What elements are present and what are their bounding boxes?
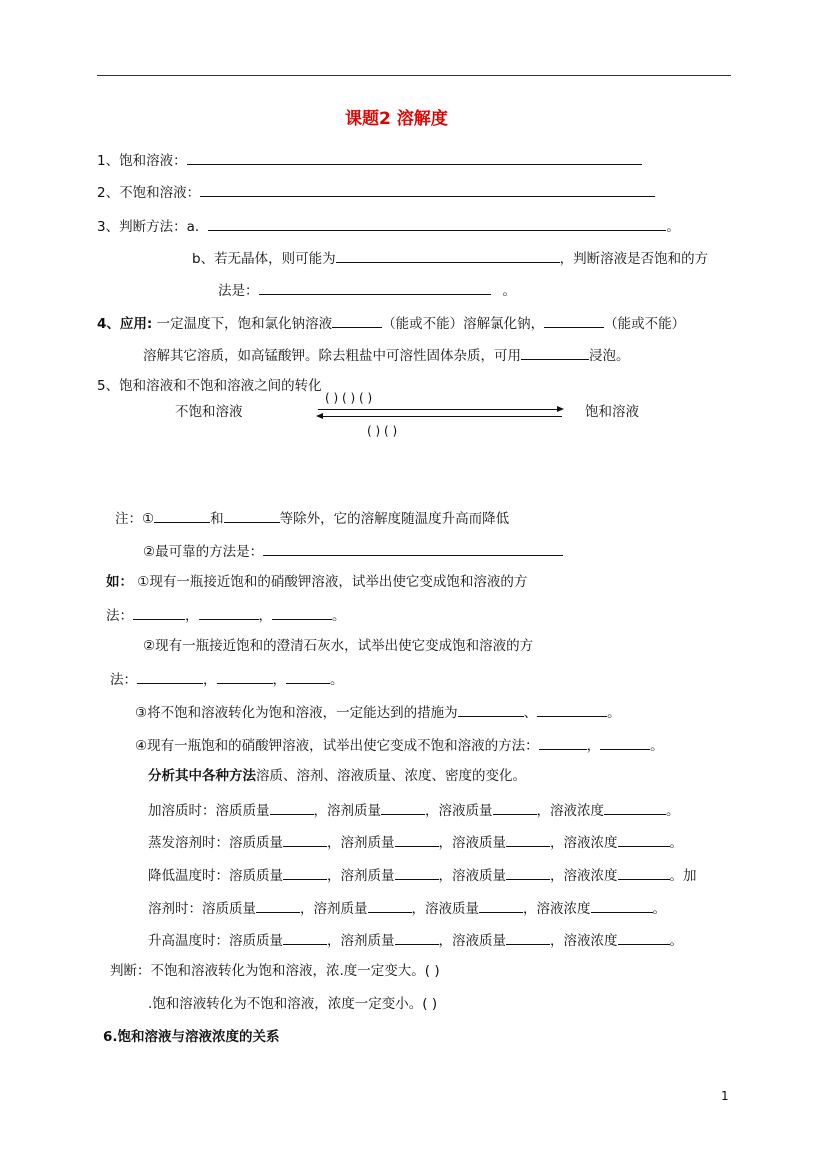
- blank-r4-solute[interactable]: [256, 898, 300, 913]
- punctuation: 。: [650, 738, 664, 754]
- question-3b-tail: ，判断溶液是否饱和的方: [559, 251, 709, 267]
- question-3b-line2: [218, 280, 516, 300]
- blank-r4-concentration[interactable]: [591, 898, 653, 913]
- question-4-line2-text: 溶解其它溶质，如高锰酸钾。除去粗盐中可溶性固体杂质，可用: [143, 348, 521, 364]
- punctuation: ，: [586, 738, 601, 754]
- note-1-and: 和: [210, 511, 224, 527]
- row-label: 蒸发溶剂时：: [148, 835, 229, 851]
- note-2: [143, 541, 563, 561]
- row-solvent-mass: ，溶剂质量: [327, 835, 395, 851]
- row-solute-mass: 溶质质量: [229, 868, 283, 884]
- blank-unsaturated-definition[interactable]: [200, 182, 655, 197]
- blank-r2-solvent[interactable]: [395, 832, 439, 847]
- punctuation: ，: [258, 608, 272, 624]
- question-6: 6.饱和溶液与溶液浓度的关系: [103, 1029, 280, 1045]
- example-1: [106, 573, 527, 591]
- punctuation: 。: [607, 705, 621, 721]
- row-label: 升高温度时：: [148, 933, 229, 949]
- analysis-row-heat: [148, 930, 683, 950]
- question-5: 5、饱和溶液和不饱和溶液之间的转化: [97, 378, 322, 394]
- question-1: [97, 150, 642, 170]
- arrow-left-icon: [318, 416, 562, 417]
- blank-ex1-method-2[interactable]: [199, 605, 259, 620]
- analysis-row-add-solvent: [148, 898, 666, 918]
- page-number: 1: [721, 1089, 729, 1103]
- row-solution-mass: ，溶液质量: [438, 933, 506, 949]
- blank-judge-method-b[interactable]: [336, 248, 560, 263]
- note-2-label: ②最可靠的方法是：: [143, 544, 264, 560]
- blank-ex4-method-2[interactable]: [600, 735, 650, 750]
- row-concentration: ，溶液浓度: [536, 803, 604, 819]
- blank-r4-solution[interactable]: [479, 898, 523, 913]
- judgment-2: .饱和溶液转化为不饱和溶液，浓度一定变小。( ): [148, 996, 438, 1012]
- blank-ex2-method-1[interactable]: [137, 669, 203, 684]
- blank-soak-method[interactable]: [521, 345, 589, 360]
- row-concentration: ，溶液浓度: [550, 835, 618, 851]
- blank-r3-concentration[interactable]: [618, 865, 670, 880]
- note-1-label: 注：①: [115, 511, 155, 527]
- blank-r5-solution[interactable]: [506, 930, 550, 945]
- conversion-right-label: 饱和溶液: [585, 404, 639, 420]
- row-solution-mass: ，溶液质量: [411, 901, 479, 917]
- row-concentration: ，溶液浓度: [523, 901, 591, 917]
- blank-ex1-method-1[interactable]: [133, 605, 185, 620]
- analysis-heading: [148, 767, 526, 785]
- punctuation: 。: [669, 933, 683, 949]
- row-concentration: ，溶液浓度: [550, 933, 618, 949]
- punctuation: ，: [272, 672, 286, 688]
- question-4: [97, 313, 685, 333]
- analysis-row-cool: [148, 865, 697, 885]
- note-1-tail: 等除外，它的溶解度随温度升高而降低: [279, 511, 510, 527]
- row-solute-mass: 溶质质量: [229, 835, 283, 851]
- blank-exception-1[interactable]: [154, 508, 210, 523]
- row-solution-mass: ，溶液质量: [438, 868, 506, 884]
- blank-ex3-measure-1[interactable]: [458, 702, 524, 717]
- example-2-line2: [110, 669, 344, 689]
- question-3a: [97, 216, 680, 236]
- row-solvent-mass: ，溶剂质量: [300, 901, 368, 917]
- blank-saturated-definition[interactable]: [187, 150, 642, 165]
- analysis-bold: 分析其中各种方法: [148, 768, 256, 784]
- arrow-right-icon: [318, 409, 562, 410]
- row-solute-mass: 溶质质量: [215, 803, 270, 819]
- example-4-text: ④现有一瓶饱和的硝酸钾溶液，试举出使它变成不饱和溶液的方法：: [135, 738, 539, 754]
- punctuation: 。: [669, 835, 683, 851]
- blank-r1-solvent[interactable]: [381, 800, 425, 815]
- question-4-line2-end: 浸泡。: [589, 348, 630, 364]
- page-title: 课题2 溶解度: [345, 109, 448, 129]
- row-solution-mass: ，溶液质量: [425, 803, 493, 819]
- row-label: 加溶质时：: [148, 803, 216, 819]
- conversion-bottom-conditions: ( ) ( ): [367, 424, 398, 438]
- example-3-text: ③将不饱和溶液转化为饱和溶液，一定能达到的措施为: [135, 705, 458, 721]
- blank-r4-solvent[interactable]: [368, 898, 412, 913]
- punctuation: 。: [332, 608, 346, 624]
- row-solute-mass: 溶质质量: [229, 933, 283, 949]
- blank-dissolve-nacl[interactable]: [332, 313, 382, 328]
- punctuation: 。: [666, 219, 680, 235]
- blank-r5-concentration[interactable]: [618, 930, 670, 945]
- example-1-line2: [106, 605, 346, 625]
- punctuation: 。: [652, 901, 666, 917]
- punctuation: 。: [330, 672, 344, 688]
- question-1-label: 1、饱和溶液：: [97, 153, 187, 169]
- blank-exception-2[interactable]: [224, 508, 280, 523]
- blank-r5-solute[interactable]: [283, 930, 327, 945]
- blank-ex1-method-3[interactable]: [272, 605, 332, 620]
- conversion-top-conditions: ( ) ( ) ( ): [325, 391, 373, 405]
- punctuation: 。: [502, 283, 516, 299]
- row-concentration: ，溶液浓度: [550, 868, 618, 884]
- blank-r2-solute[interactable]: [283, 832, 327, 847]
- question-4-line2: [143, 345, 630, 365]
- blank-ex3-measure-2[interactable]: [537, 702, 607, 717]
- blank-judge-method-b2[interactable]: [259, 280, 491, 295]
- blank-r5-solvent[interactable]: [395, 930, 439, 945]
- punctuation: ，: [203, 672, 217, 688]
- header-rule: [97, 75, 731, 76]
- blank-r2-solution[interactable]: [506, 832, 550, 847]
- example-2-line2-label: 法：: [110, 672, 137, 688]
- question-2-label: 2、不饱和溶液：: [97, 185, 201, 201]
- row-label: 溶剂时：: [148, 901, 202, 917]
- row-solvent-mass: ，溶剂质量: [327, 933, 395, 949]
- conversion-left-label: 不饱和溶液: [175, 404, 243, 420]
- question-4-text-b: （能或不能）溶解氯化钠，: [382, 316, 545, 332]
- blank-r3-solution[interactable]: [506, 865, 550, 880]
- question-3b-label: b、若无晶体，则可能为: [192, 251, 336, 267]
- example-2: ②现有一瓶接近饱和的澄清石灰水，试举出使它变成饱和溶液的方: [143, 638, 534, 654]
- example-4: [135, 735, 664, 755]
- question-4-text-c: （能或不能）: [604, 316, 686, 332]
- example-1-line2-label: 法：: [106, 608, 133, 624]
- blank-ex4-method-1[interactable]: [539, 735, 587, 750]
- blank-ex2-method-3[interactable]: [286, 669, 330, 684]
- punctuation: 。: [666, 803, 680, 819]
- row-solvent-mass: ，溶剂质量: [327, 868, 395, 884]
- analysis-row-evaporate: [148, 832, 683, 852]
- blank-r1-concentration[interactable]: [604, 800, 666, 815]
- question-2: [97, 182, 655, 202]
- question-3b-line2-label: 法是：: [218, 283, 259, 299]
- analysis-rest: 溶质、溶剂、溶液质量、浓度、密度的变化。: [256, 768, 526, 784]
- example-3: [135, 702, 621, 722]
- blank-dissolve-other[interactable]: [544, 313, 604, 328]
- blank-judge-method-a[interactable]: [208, 216, 666, 231]
- blank-r1-solute[interactable]: [270, 800, 314, 815]
- row-solvent-mass: ，溶剂质量: [313, 803, 381, 819]
- blank-r1-solution[interactable]: [493, 800, 537, 815]
- punctuation: 、: [523, 705, 538, 721]
- row-solute-mass: 溶质质量: [202, 901, 256, 917]
- analysis-row-add-solute: [148, 800, 680, 820]
- question-4-text-a: 一定温度下，饱和氯化钠溶液: [152, 316, 333, 332]
- example-label: 如：: [106, 574, 133, 590]
- punctuation: 。加: [669, 868, 697, 884]
- row-solution-mass: ，溶液质量: [438, 835, 506, 851]
- blank-r3-solvent[interactable]: [395, 865, 439, 880]
- blank-r3-solute[interactable]: [283, 865, 327, 880]
- blank-r2-concentration[interactable]: [618, 832, 670, 847]
- example-1-text: ①现有一瓶接近饱和的硝酸钾溶液，试举出使它变成饱和溶液的方: [133, 574, 528, 590]
- question-3a-label: 3、判断方法：a．: [97, 219, 209, 235]
- row-label: 降低温度时：: [148, 868, 229, 884]
- question-3b: [192, 248, 708, 268]
- question-4-label: 4、应用:: [97, 316, 153, 332]
- punctuation: ，: [185, 608, 199, 624]
- note-1: [115, 508, 509, 528]
- blank-ex2-method-2[interactable]: [217, 669, 273, 684]
- judgment-1: 判断：不饱和溶液转化为饱和溶液，浓.度一定变大。( ): [110, 963, 440, 979]
- blank-reliable-method[interactable]: [263, 541, 563, 556]
